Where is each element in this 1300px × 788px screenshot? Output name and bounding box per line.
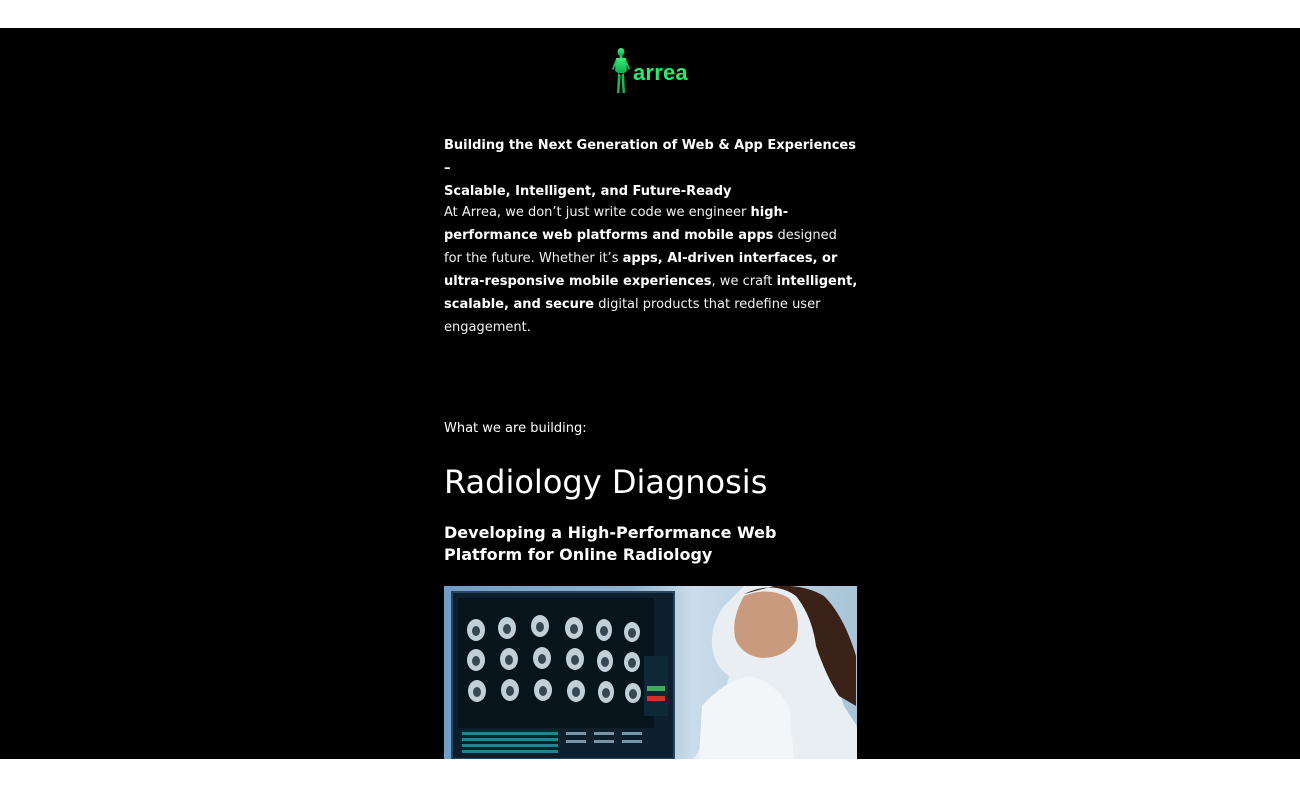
- brand-logo[interactable]: [610, 46, 688, 96]
- robot-figure-icon: [610, 47, 632, 95]
- intro-bold-3: intelligent, scalable, and secure: [444, 274, 858, 312]
- project-title: Radiology Diagnosis: [444, 463, 768, 501]
- radiology-illustration: [444, 586, 857, 759]
- radiology-photo: [444, 586, 857, 759]
- tagline-line-1: Building the Next Generation of Web & App Experiences –: [444, 138, 856, 176]
- hero-tagline: [444, 134, 858, 203]
- project-subtitle: Developing a High-Performance Web Platform for Online Radiology: [444, 523, 777, 564]
- intro-text-2: designed for the future. Whether it’s: [444, 228, 837, 266]
- tagline-line-2: Scalable, Intelligent, and Future-Ready: [444, 184, 732, 199]
- intro-text-4: digital products that redefine user engagement.: [444, 297, 821, 335]
- brand-name: arrea: [633, 60, 688, 85]
- intro-text-1: At Arrea, we don’t just write code we engineer: [444, 205, 751, 220]
- page-viewport: [0, 28, 1300, 759]
- section-label: What we are building:: [444, 421, 587, 436]
- intro-paragraph: [444, 201, 858, 339]
- intro-bold-2: apps, AI-driven interfaces, or ultra-responsive mobile experiences: [444, 251, 838, 289]
- intro-bold-1: high-performance web platforms and mobile apps: [444, 205, 789, 243]
- intro-text-3: , we craft: [711, 274, 777, 289]
